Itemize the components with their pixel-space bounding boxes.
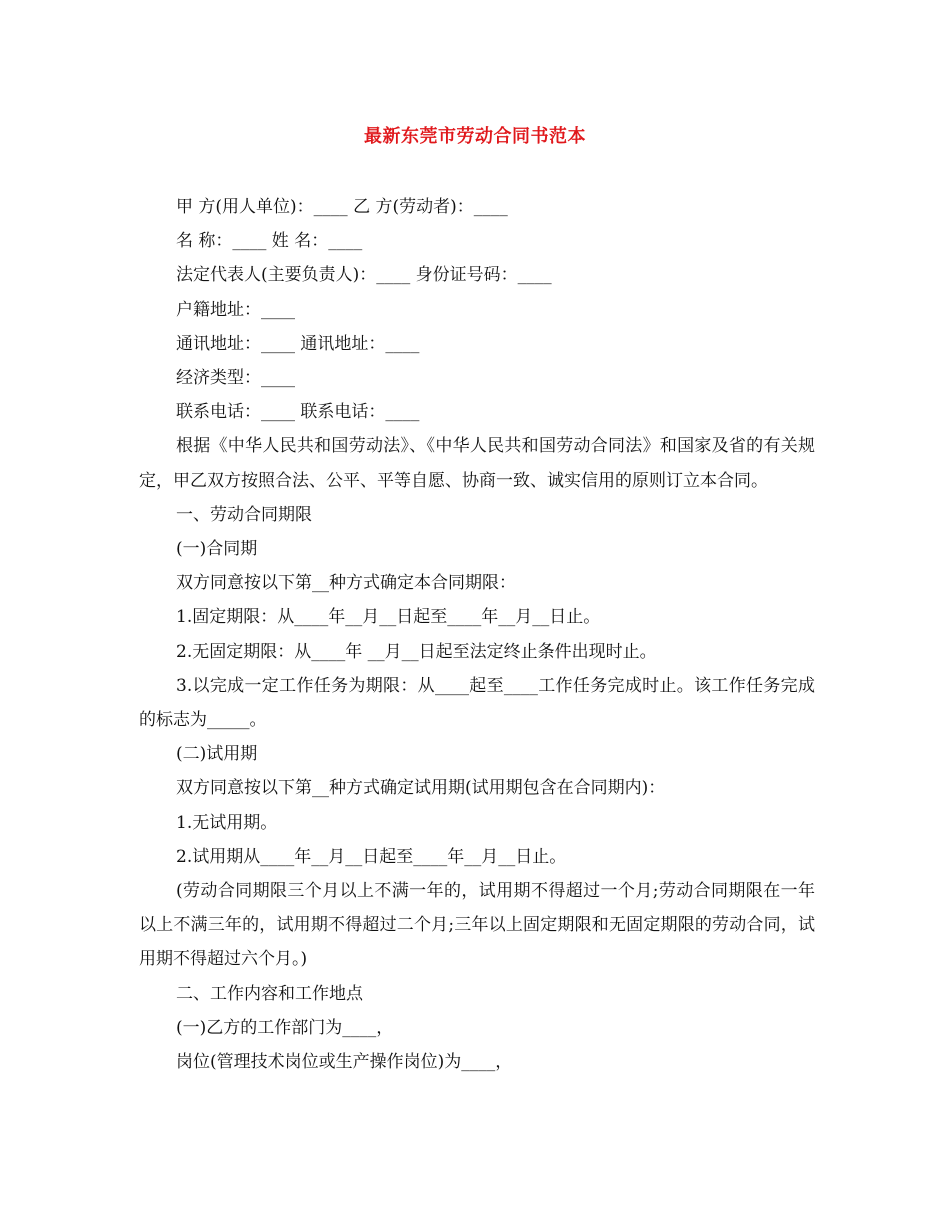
- clause-item: 1.固定期限：从____年__月__日起至____年__月__日止。: [176, 607, 601, 628]
- phone-line: 联系电话：____ 联系电话：____: [176, 402, 420, 423]
- clause-paragraph: 双方同意按以下第__种方式确定本合同期限：: [176, 573, 516, 594]
- clause-item: 岗位(管理技术岗位或生产操作岗位)为____，: [176, 1052, 513, 1073]
- clause-item: (一)乙方的工作部门为____，: [176, 1017, 394, 1038]
- economic-type-line: 经济类型：____: [176, 368, 295, 389]
- document-title: 最新东莞市劳动合同书范本: [364, 126, 586, 147]
- party-line: 甲 方(用人单位)：____ 乙 方(劳动者)：____: [176, 197, 508, 217]
- section-heading: 二、工作内容和工作地点: [176, 983, 363, 1004]
- clause-paragraph: 双方同意按以下第__种方式确定试用期(试用期包含在合同期内)：: [176, 778, 666, 799]
- household-address-line: 户籍地址：____: [176, 299, 295, 320]
- section-heading: 一、劳动合同期限: [176, 504, 312, 525]
- subsection-heading: (一)合同期: [176, 539, 258, 560]
- document-body: [139, 190, 815, 1079]
- representative-line: 法定代表人(主要负责人)：____ 身份证号码：____: [176, 265, 552, 286]
- mailing-address-line: 通讯地址：____ 通讯地址：____: [176, 333, 420, 354]
- name-line: 名 称：____ 姓 名：____: [176, 231, 363, 252]
- clause-item: 1.无试用期。: [176, 812, 278, 833]
- note-paragraph: (劳动合同期限三个月以上不满一年的，试用期不得超过一个月;劳动合同期限在一年以上不满三年的，试用期不得超过二个月;三年以上固定期限和无固定期限的劳动合同，试用期不得超过六个月。): [139, 881, 815, 970]
- preamble-paragraph: 根据《中华人民共和国劳动法》、《中华人民共和国劳动合同法》和国家及省的有关规定，甲乙双方按照合法、公平、平等自愿、协商一致、诚实信用的原则订立本合同。: [139, 436, 815, 491]
- clause-item: 2.无固定期限：从____年 __月__日起至法定终止条件出现时止。: [176, 641, 657, 662]
- clause-item: 3.以完成一定工作任务为期限：从____起至____工作任务完成时止。该工作任务完成的标志为_____。: [139, 675, 815, 731]
- subsection-heading: (二)试用期: [176, 744, 258, 765]
- clause-item: 2.试用期从____年__月__日起至____年__月__日止。: [176, 846, 567, 867]
